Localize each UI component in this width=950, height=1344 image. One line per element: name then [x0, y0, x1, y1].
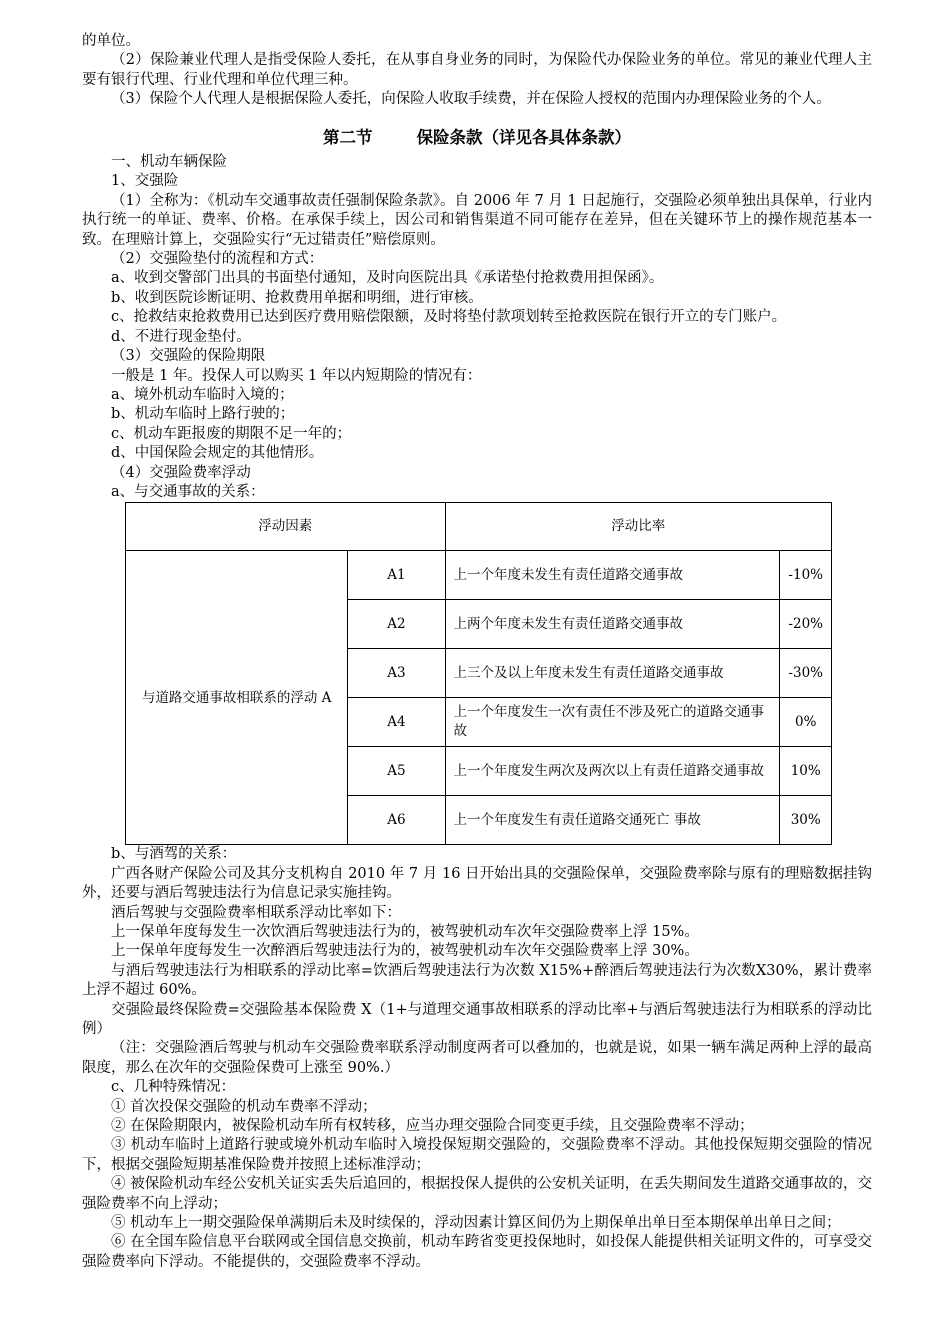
- header-factor: 浮动因素: [126, 503, 446, 551]
- paragraph: （2）交强险垫付的流程和方式：: [111, 251, 324, 268]
- paragraph: 一、机动车辆保险: [111, 154, 227, 171]
- paragraph: 的单位。: [82, 33, 140, 49]
- row-rate: -30%: [780, 649, 832, 698]
- document-page: [82, 32, 872, 1272]
- row-code: A4: [348, 698, 445, 747]
- table-header-row: [126, 503, 832, 551]
- paragraph: 酒后驾驶与交强险费率相联系浮动比率如下：: [111, 904, 401, 921]
- paragraph: a、收到交警部门出具的书面垫付通知，及时向医院出具《承诺垫付抢救费用担保函》。: [111, 270, 664, 287]
- paragraph: 交强险最终保险费=交强险基本保险费 X（1+与道理交通事故相联系的浮动比率+与酒后驾驶违法行为相联系的浮动比例）: [82, 1001, 872, 1037]
- row-code: A1: [348, 551, 445, 600]
- paragraph: （3）交强险的保险期限: [111, 348, 266, 365]
- row-desc: 上一个年度未发生有责任道路交通事故: [445, 551, 780, 600]
- paragraph: （2）保险兼业代理人是指受保险人委托，在从事自身业务的同时，为保险代办保险业务的单位。常见的兼业代理人主要有银行代理、行业代理和单位代理三种。: [82, 52, 872, 88]
- paragraph: （3）保险个人代理人是根据保险人委托，向保险人收取手续费，并在保险人授权的范围内办理保险业务的个人。: [111, 91, 831, 108]
- paragraph: b、收到医院诊断证明、抢救费用单据和明细，进行审核。: [111, 289, 483, 306]
- paragraph: ⑥ 在全国车险信息平台联网或全国信息交换前，机动车跨省变更投保地时，如投保人能提供相关证明文件的，可享受交强险费率向下浮动。不能提供的，交强险费率不浮动。: [82, 1234, 872, 1270]
- paragraph: ② 在保险期限内，被保险机动车所有权转移，应当办理交强险合同变更手续，且交强险费率不浮动；: [111, 1118, 754, 1135]
- group-label: 与道路交通事故相联系的浮动 A: [126, 551, 348, 845]
- row-rate: 10%: [780, 747, 832, 796]
- row-code: A6: [348, 796, 445, 845]
- paragraph: a、境外机动车临时入境的；: [111, 386, 294, 403]
- paragraph: ③ 机动车临时上道路行驶或境外机动车临时入境投保短期交强险的，交强险费率不浮动。其他投保短期交强险的情况下，根据交强险短期基准保险费并按照上述标准浮动；: [82, 1137, 872, 1173]
- row-code: A3: [348, 649, 445, 698]
- section-heading: [82, 128, 872, 147]
- row-rate: 0%: [780, 698, 832, 747]
- paragraph: 1、交强险: [111, 173, 179, 190]
- paragraph: ① 首次投保交强险的机动车费率不浮动；: [111, 1098, 377, 1115]
- paragraph: （注：交强险酒后驾驶与机动车交强险费率联系浮动制度两者可以叠加的，也就是说，如果一辆车满足两种上浮的最高限度，那么在次年的交强险保费可上涨至 90%.）: [82, 1040, 872, 1076]
- paragraph: b、机动车临时上路行驶的；: [111, 406, 295, 423]
- paragraph: （1）全称为：《机动车交通事故责任强制保险条款》。自 2006 年 7 月 1 日起施行，交强险必须单独出具保单，行业内执行统一的单证、费率、价格。在承保手续上，因公司和销售渠道不同可能存在差异，但在关键环节上的操作规范基本一致。在理赔计算上，交强险实行“无过错责任”赔偿原则。: [82, 192, 872, 248]
- paragraph: 上一保单年度每发生一次醉酒后驾驶违法行为的，被驾驶机动车次年交强险费率上浮 30%。: [111, 943, 699, 960]
- paragraph: d、中国保险会规定的其他情形。: [111, 445, 324, 462]
- row-desc: 上一个年度发生两次及两次以上有责任道路交通事故: [445, 747, 780, 796]
- paragraph: c、机动车距报废的期限不足一年的；: [111, 425, 352, 442]
- row-rate: -10%: [780, 551, 832, 600]
- row-rate: -20%: [780, 600, 832, 649]
- paragraph: 广西各财产保险公司及其分支机构自 2010 年 7 月 16 日开始出具的交强险保单，交强险费率除与原有的理赔数据挂钩外，还要与酒后驾驶违法行为信息记录实施挂钩。: [82, 865, 872, 902]
- row-desc: 上一个年度发生一次有责任不涉及死亡的道路交通事故: [445, 698, 780, 747]
- paragraph: d、不进行现金垫付。: [111, 328, 251, 345]
- row-desc: 上两个年度未发生有责任道路交通事故: [445, 600, 780, 649]
- row-desc: 上三个及以上年度未发生有责任道路交通事故: [445, 649, 780, 698]
- paragraph: a、与交通事故的关系：: [111, 483, 265, 500]
- section-title: 保险条款（详见各具体条款）: [416, 127, 631, 147]
- row-code: A5: [348, 747, 445, 796]
- paragraph: 与酒后驾驶违法行为相联系的浮动比率=饮酒后驾驶违法行为次数 X15%+醉酒后驾驶违法行为次数X30%，累计费率上浮不超过 60%。: [82, 962, 872, 999]
- row-rate: 30%: [780, 796, 832, 845]
- paragraph: b、与酒驾的关系：: [111, 846, 237, 863]
- section-number: 第二节: [323, 127, 373, 147]
- paragraph: 一般是 1 年。投保人可以购买 1 年以内短期险的情况有：: [111, 367, 482, 384]
- paragraph: c、抢救结束抢救费用已达到医疗费用赔偿限额，及时将垫付款项划转至抢救医院在银行开立的专门账户。: [111, 309, 787, 326]
- paragraph: 上一保单年度每发生一次饮酒后驾驶违法行为的，被驾驶机动车次年交强险费率上浮 15%。: [111, 923, 699, 940]
- row-desc: 上一个年度发生有责任道路交通死亡 事故: [445, 796, 780, 845]
- paragraph: ④ 被保险机动车经公安机关证实丢失后追回的，根据投保人提供的公安机关证明，在丢失期间发生道路交通事故的，交强险费率不向上浮动；: [82, 1176, 872, 1212]
- paragraph: c、几种特殊情况：: [111, 1079, 236, 1096]
- rate-table: [125, 502, 832, 845]
- paragraph: （4）交强险费率浮动: [111, 464, 251, 481]
- table-row: [126, 551, 832, 600]
- paragraph: ⑤ 机动车上一期交强险保单满期后未及时续保的，浮动因素计算区间仍为上期保单出单日至本期保单出单日之间；: [111, 1215, 841, 1232]
- row-code: A2: [348, 600, 445, 649]
- header-ratio: 浮动比率: [445, 503, 831, 551]
